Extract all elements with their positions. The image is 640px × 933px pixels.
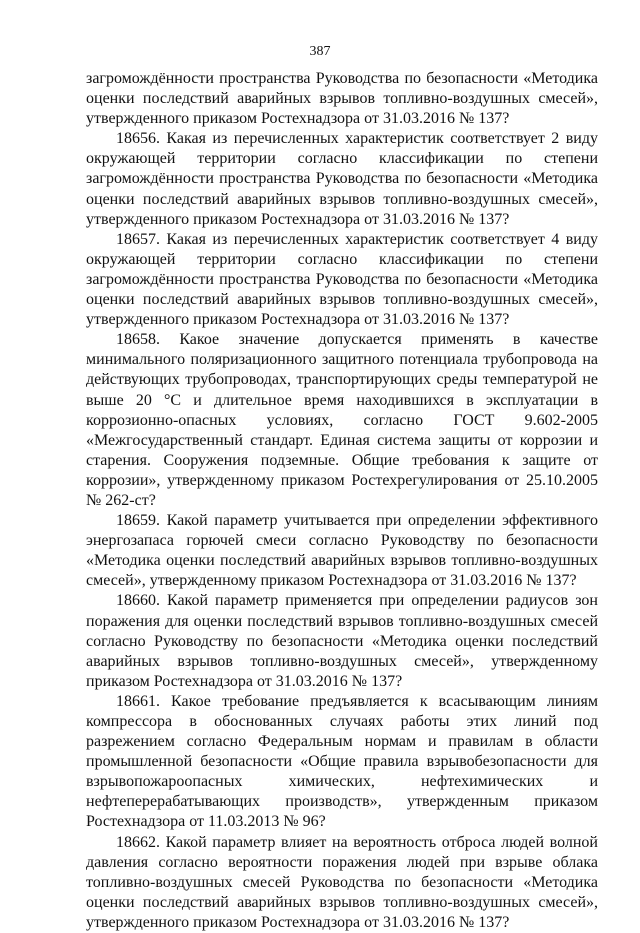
question-18659: 18659. Какой параметр учитывается при определении эффективного энергозапаса горючей смеси согласно Руководству по безопасности «Методика оценки последствий аварийных взрывов топливно-воздушных смесей», утвержденному приказом Ростехнадзора от 31.03.2016 № 137? bbox=[86, 512, 598, 590]
question-18660: 18660. Какой параметр применяется при определении радиусов зон поражения для оценки последствий взрывов топливно-воздушных смесей согласно Руководству по безопасности «Методика оценки последствий аварийных взрывов топливно-воздушных смесей», утвержденному приказом Ростехнадзора от 31.03.2016 № 137? bbox=[86, 592, 598, 690]
question-18661: 18661. Какое требование предъявляется к всасывающим линиям компрессора в обоснованных случаях работы этих линий под разрежением согласно Федеральным нормам и правилам в области промышленной безопасности «Общие правила взрывобезопасности для взрывопожароопасных химических, нефтехимических и нефтеперерабатывающих производств», утвержденным приказом Ростехнадзора от 11.03.2013 № 96? bbox=[86, 692, 598, 831]
paragraph-continuation: загромождённости пространства Руководства по безопасности «Методика оценки последствий аварийных взрывов топливно-воздушных смесей», утвержденного приказом Ростехнадзора от 31.03.2016 № 137? bbox=[86, 70, 598, 128]
question-18662: 18662. Какой параметр влияет на вероятность отброса людей волной давления согласно вероятности поражения людей при взрыве облака топливно-воздушных смесей Руководства по безопасности «Методика оценки последствий аварийных взрывов топливно-воздушных смесей», утвержденного приказом Ростехнадзора от 31.03.2016 № 137? bbox=[86, 833, 598, 931]
question-18658: 18658. Какое значение допускается применять в качестве минимального поляризационного защитного потенциала трубопровода на действующих трубопроводах, транспортирующих среды температурой не выше 20 °С и длительное время находившихся в эксплуатации в коррозионно-опасных условиях, согласно ГОСТ 9.602-2005 «Межгосударственный стандарт. Единая система защиты от коррозии и старения. Сооружения подземные. Общие требования к защите от коррозии», утвержденному приказом Ростехрегулирования от 25.10.2005 № 262-ст? bbox=[86, 331, 598, 509]
question-18657: 18657. Какая из перечисленных характеристик соответствует 4 виду окружающей территории согласно классификации по степени загромождённости пространства Руководства по безопасности «Методика оценки последствий аварийных взрывов топливно-воздушных смесей», утвержденного приказом Ростехнадзора от 31.03.2016 № 137? bbox=[86, 230, 598, 329]
page-number: 387 bbox=[309, 44, 331, 59]
page-content bbox=[86, 69, 598, 933]
question-18656: 18656. Какая из перечисленных характеристик соответствует 2 виду окружающей территории согласно классификации по степени загромождённости пространства Руководства по безопасности «Методика оценки последствий аварийных взрывов топливно-воздушных смесей», утвержденного приказом Ростехнадзора от 31.03.2016 № 137? bbox=[86, 130, 598, 228]
